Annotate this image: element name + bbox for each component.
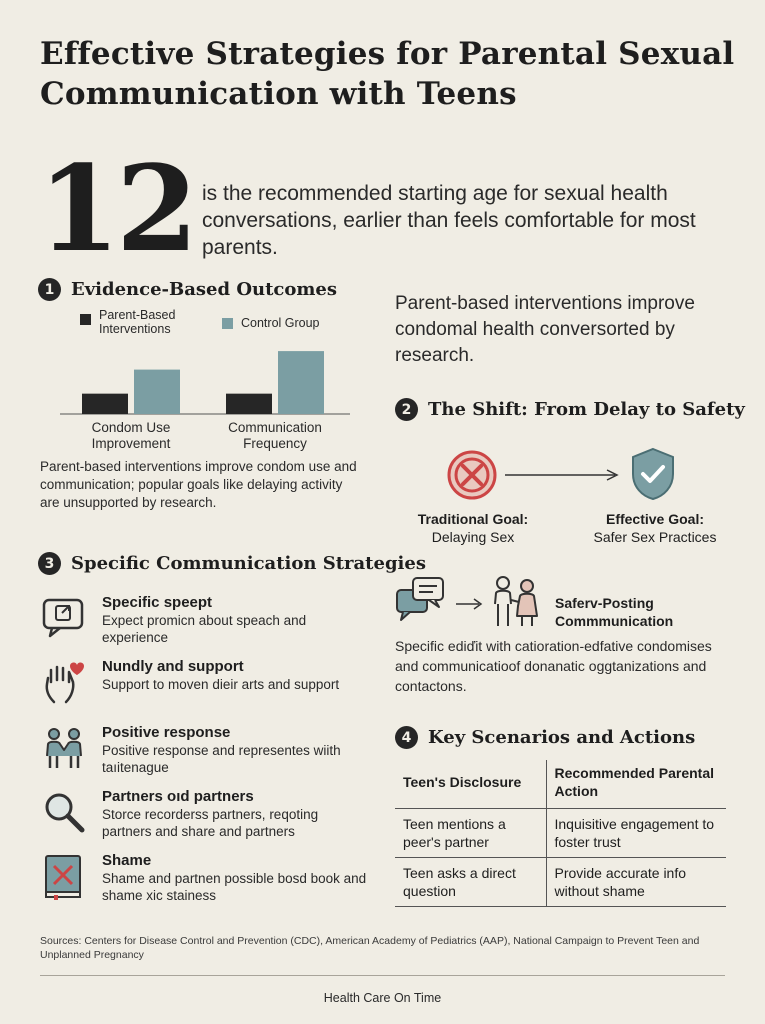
chart-caption: Parent-based interventions improve condom use and communication; popular goals like delaying activity are unsupported by research.: [40, 459, 357, 510]
stat-text: is the recommended starting age for sexual health conversations, earlier than feels comfortable for most parents.: [202, 182, 696, 259]
strategy-item: [40, 594, 370, 646]
table-cell: Inquisitive engagement to foster trust: [554, 816, 715, 850]
right-intro-text: Parent-based interventions improve condomal health conversorted by research.: [395, 293, 695, 366]
table-header-cell: Teen's Disclosure: [395, 760, 546, 809]
legend-label: Control Group: [241, 316, 320, 330]
table-cell: Teen asks a direct question: [395, 858, 546, 907]
table-header-cell: Recommended Parental Action: [554, 765, 714, 799]
table-header-row: [395, 760, 726, 809]
strategy-title: Nundly and support: [102, 658, 244, 675]
strategy-description: Positive response and representes wiith taıitenague: [102, 743, 341, 775]
footer-divider: [40, 975, 725, 976]
x-tick-label: Communication Frequency: [228, 420, 322, 451]
section-number-badge: 2: [395, 398, 418, 421]
strategy-text: [102, 724, 370, 776]
strategy-title: Partners oıd partners: [102, 788, 254, 805]
parent-teen-icon: [489, 574, 545, 630]
scenarios-table: [395, 760, 726, 907]
strategy-description: Expect promicn about speach and experience: [102, 613, 307, 645]
legend-swatch: [80, 314, 91, 325]
section-3-header: [38, 552, 426, 575]
strategy-item: [40, 788, 370, 840]
bar-control-1: [278, 351, 324, 414]
legend-label: Parent-Based Interventions: [99, 308, 176, 336]
strategy-text: [102, 594, 370, 646]
book-cross-icon: [40, 852, 88, 900]
x-tick-label: Condom Use Improvement: [91, 420, 171, 451]
shift-diagram: [395, 440, 735, 560]
legend-item: [222, 316, 320, 330]
section-title: The Shift: From Delay to Safety: [428, 399, 745, 420]
strategy-title: Positive response: [102, 724, 231, 741]
arrow-right-icon: [455, 598, 483, 610]
table-row: [395, 858, 726, 907]
section-4-header: [395, 726, 695, 749]
safer-posting-text: Specific ediďit with catioration-edfative condomises and communicatioof donanatic oggtanizations and contactons.: [395, 638, 712, 694]
magnifier-icon: [40, 788, 88, 836]
section-title: Key Scenarios and Actions: [428, 727, 696, 748]
chat-bubbles-icon: [395, 576, 449, 628]
legend-swatch: [222, 318, 233, 329]
effective-goal-label: Effective Goal:: [605, 511, 705, 527]
strategy-description: Shame and partnen possible bosd book and shame xic stainess: [102, 871, 367, 903]
strategy-item: [40, 724, 370, 776]
section-number-badge: 1: [38, 278, 61, 301]
strategy-item: [40, 658, 370, 706]
strategy-title: Shame: [102, 852, 152, 869]
section-number-badge: 4: [395, 726, 418, 749]
strategy-title: Specific speept: [102, 594, 213, 611]
section-number-badge: 3: [38, 552, 61, 575]
section-1-header: [38, 278, 337, 301]
sources-text: Sources: Centers for Disease Control and Prevention (CDC), American Academy of Pediatrics (AAP), National Campaign to Prevent Teen and Unplanned Pregnancy: [40, 935, 700, 961]
section-title: Specific Communication Strategies: [71, 553, 426, 574]
safer-posting-title: Saferv-Posting Commmunication: [555, 595, 674, 629]
effective-goal-value: Safer Sex Practices: [593, 529, 717, 545]
section-title: Evidence-Based Outcomes: [71, 279, 338, 300]
strategy-description: Storce recorderss partners, reqoting partners and share and partners: [102, 807, 319, 839]
strategy-text: [102, 852, 370, 904]
strategy-item: [40, 852, 370, 904]
people-icon: [40, 724, 88, 772]
shield-check-icon: [628, 446, 678, 502]
section-2-header: [395, 398, 745, 421]
table-cell: Teen mentions a peer's partner: [395, 809, 546, 858]
cross-circle-icon: [445, 448, 499, 502]
traditional-goal-label: Traditional Goal:: [417, 511, 529, 527]
arrow-right-icon: [503, 468, 623, 482]
bar-chart: [60, 330, 360, 455]
hand-heart-icon: [40, 658, 88, 706]
strategy-text: [102, 788, 370, 840]
footer-brand: Health Care On Time: [323, 991, 442, 1005]
strategy-text: [102, 658, 339, 706]
bar-parent-based-0: [82, 394, 128, 414]
traditional-goal-value: Delaying Sex: [431, 529, 515, 545]
bar-control-0: [134, 370, 180, 414]
table-row: [395, 809, 726, 858]
chat-link-icon: [40, 594, 88, 642]
page-title: Effective Strategies for Parental Sexual Communication with Teens: [40, 36, 735, 112]
traditional-goal: [403, 510, 543, 546]
stat-number: 12: [38, 139, 195, 278]
effective-goal: [585, 510, 725, 546]
table-cell: Provide accurate info without shame: [554, 865, 687, 899]
strategy-description: Support to moven dieir arts and support: [102, 677, 340, 692]
safer-posting-row: [395, 574, 735, 634]
bar-parent-based-1: [226, 394, 272, 414]
